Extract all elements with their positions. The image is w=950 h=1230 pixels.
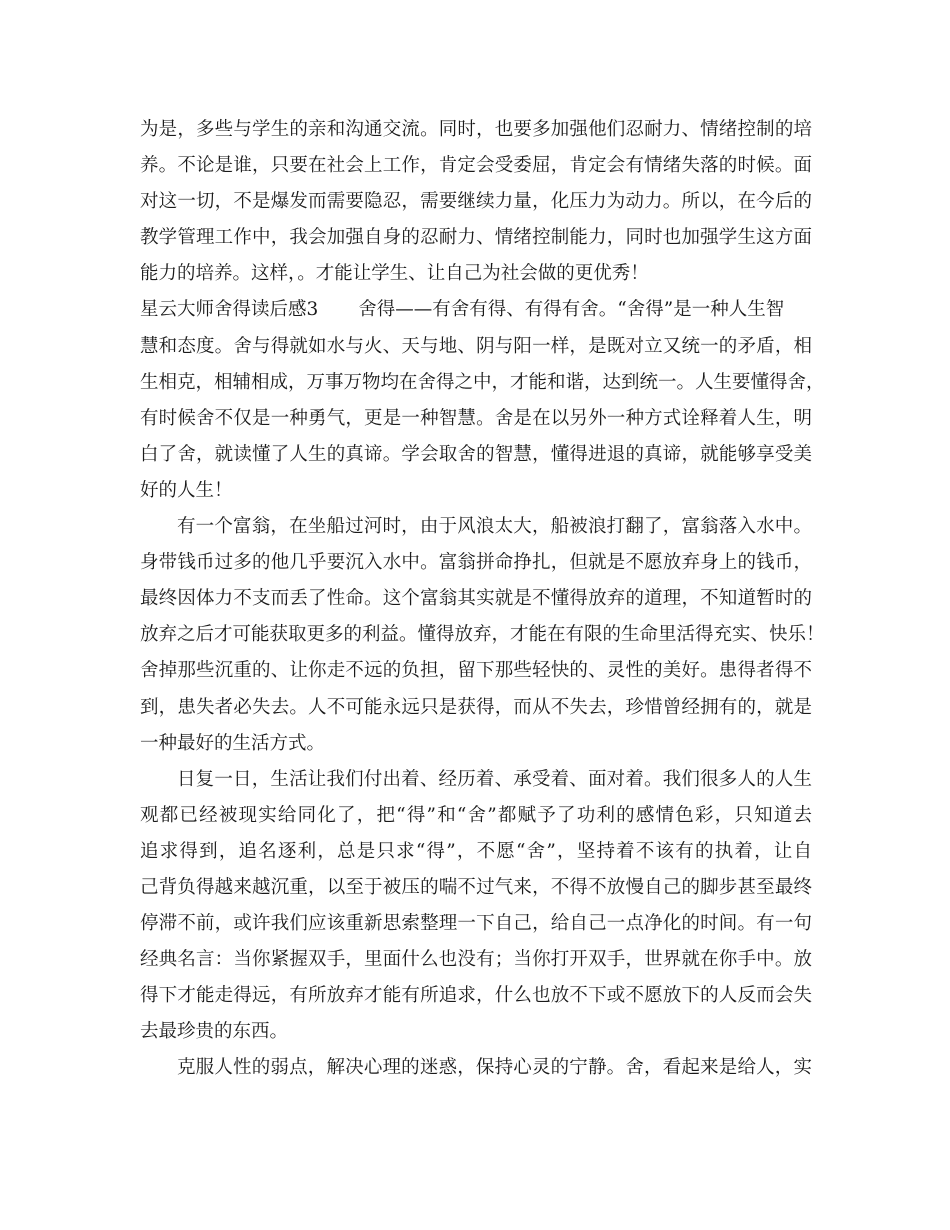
paragraph-2 [140, 292, 825, 509]
section-title: 星云大师舍得读后感3 [140, 299, 319, 321]
text-line: 好的人生！ [140, 479, 233, 501]
text-line: 白了舍，就读懂了人生的真谛。学会取舍的智慧，懂得进退的真谛，就能够享受美 [140, 443, 812, 465]
text-line: 能力的培养。这样，。才能让学生、让自己为社会做的更优秀！ [140, 263, 649, 285]
text-line: 舍掉那些沉重的、让你走不远的负担，留下那些轻快的、灵性的美好。患得者得不 [140, 660, 812, 682]
text-line: 一种最好的生活方式。 [140, 732, 326, 754]
text-line: 放弃之后才可能获取更多的利益。懂得放弃，才能在有限的生命里活得充实、快乐！ [140, 624, 825, 646]
text-line: 经典名言：当你紧握双手，里面什么也没有；当你打开双手，世界就在你手中。放 [140, 949, 812, 971]
section-title-line [140, 292, 812, 328]
text-line: 日复一日，生活让我们付出着、经历着、承受着、面对着。我们很多人的人生 [177, 768, 812, 790]
paragraph-1 [140, 112, 812, 292]
text-line: 舍得——有舍有得、有得有舍。“舍得”是一种人生智 [358, 299, 785, 321]
text-line: 停滞不前，或许我们应该重新思索整理一下自己，给自己一点净化的时间。有一句 [140, 913, 812, 935]
text-line: 有时候舍不仅是一种勇气，更是一种智慧。舍是在以另外一种方式诠释着人生，明 [140, 407, 812, 429]
text-line: 追求得到，追名逐利，总是只求“得”，不愿“舍”，坚持着不该有的执着，让自 [140, 840, 812, 862]
text-line: 得下才能走得远，有所放弃才能有所追求，什么也放不下或不愿放下的人反而会失 [140, 985, 812, 1007]
text-line: 己背负得越来越沉重，以至于被压的喘不过气来，不得不放慢自己的脚步甚至最终 [140, 876, 812, 898]
text-line: 教学管理工作中，我会加强自身的忍耐力、情绪控制能力，同时也加强学生这方面 [140, 227, 812, 249]
document-body [140, 112, 825, 1087]
text-line: 生相克，相辅相成，万事万物均在舍得之中，才能和谐，达到统一。人生要懂得舍， [140, 371, 825, 393]
text-line: 为是，多些与学生的亲和沟通交流。同时，也要多加强他们忍耐力、情绪控制的培 [140, 119, 812, 140]
text-line: 有一个富翁，在坐船过河时，由于风浪太大，船被浪打翻了，富翁落入水中。 [177, 516, 812, 538]
paragraph-4 [140, 762, 812, 1051]
text-line: 养。不论是谁，只要在社会上工作，肯定会受委屈，肯定会有情绪失落的时候。面 [140, 155, 812, 177]
text-line: 慧和态度。舍与得就如水与火、天与地、阴与阳一样，是既对立又统一的矛盾，相 [140, 335, 812, 357]
text-line: 到，患失者必失去。人不可能永远只是获得，而从不失去，珍惜曾经拥有的，就是 [140, 696, 812, 718]
paragraph-5 [140, 1050, 812, 1086]
text-line: 身带钱币过多的他几乎要沉入水中。富翁拼命挣扎，但就是不愿放弃身上的钱币， [140, 552, 812, 574]
paragraph-3 [140, 509, 825, 762]
text-line: 观都已经被现实给同化了，把“得”和“舍”都赋予了功利的感情色彩，只知道去 [140, 804, 812, 826]
text-line: 克服人性的弱点，解决心理的迷惑，保持心灵的宁静。舍，看起来是给人，实 [177, 1057, 812, 1079]
text-line: 对这一切，不是爆发而需要隐忍，需要继续力量，化压力为动力。所以，在今后的 [140, 191, 812, 213]
text-line: 去最珍贵的东西。 [140, 1021, 289, 1043]
text-line: 最终因体力不支而丢了性命。这个富翁其实就是不懂得放弃的道理，不知道暂时的 [140, 588, 812, 610]
